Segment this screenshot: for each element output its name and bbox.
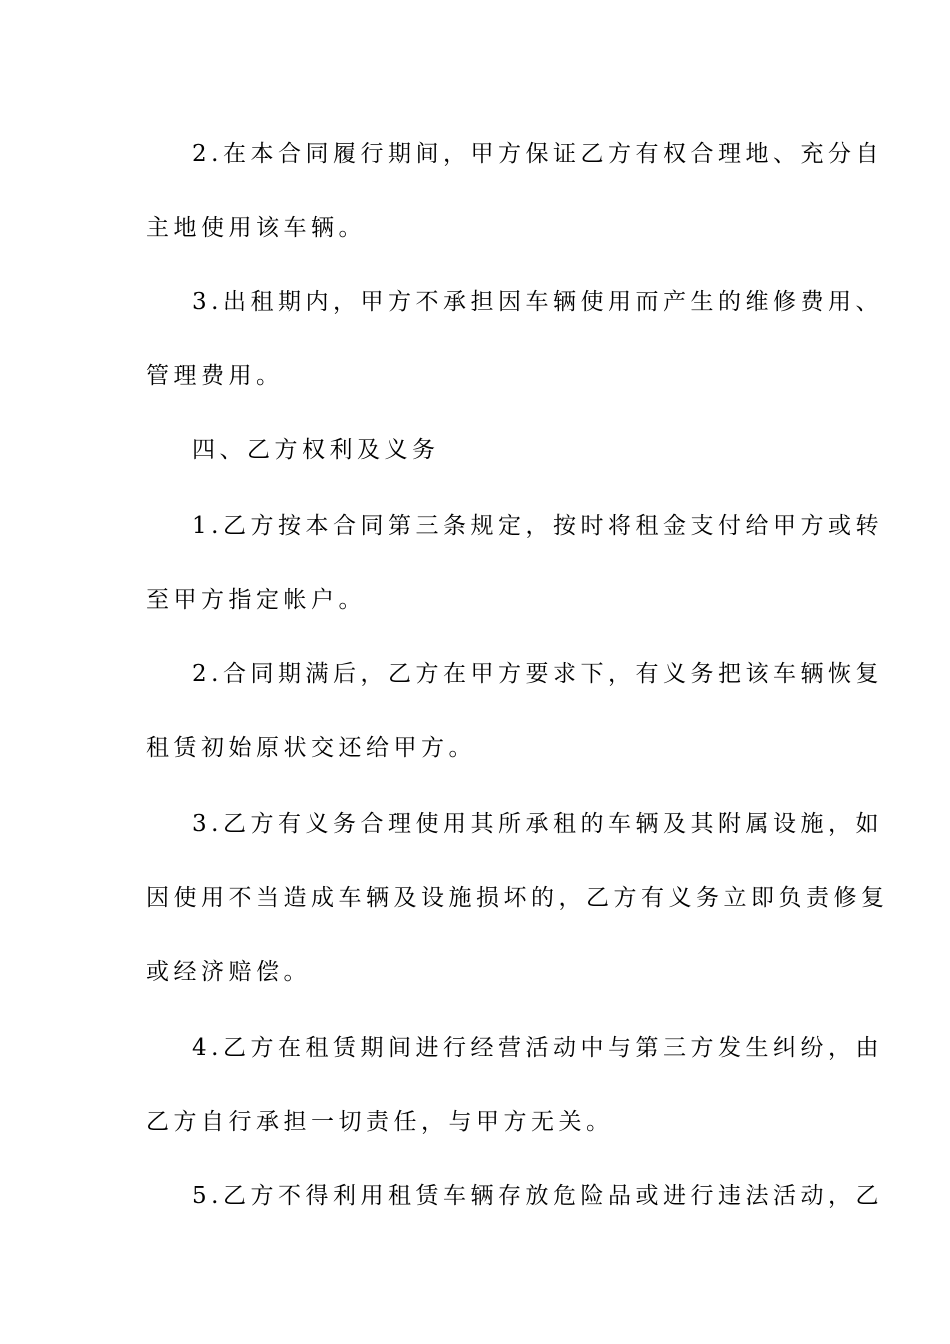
paragraph-line: 租赁初始原状交还给甲方。 — [146, 735, 476, 761]
paragraph-line: 1.乙方按本合同第三条规定，按时将租金支付给甲方或转 — [192, 513, 883, 539]
paragraph-line: 管理费用。 — [146, 363, 284, 389]
paragraph-line: 主地使用该车辆。 — [146, 215, 366, 241]
paragraph-line: 2.在本合同履行期间，甲方保证乙方有权合理地、充分自 — [192, 141, 883, 167]
paragraph-line: 4.乙方在租赁期间进行经营活动中与第三方发生纠纷，由 — [192, 1035, 883, 1061]
paragraph-line: 乙方自行承担一切责任，与甲方无关。 — [146, 1109, 614, 1135]
paragraph-line: 2.合同期满后，乙方在甲方要求下，有义务把该车辆恢复 — [192, 661, 883, 687]
section-heading: 四、乙方权利及义务 — [192, 437, 440, 463]
paragraph-line: 或经济赔偿。 — [146, 959, 311, 985]
paragraph-line: 因使用不当造成车辆及设施损坏的，乙方有义务立即负责修复 — [146, 885, 889, 911]
paragraph-line: 3.出租期内，甲方不承担因车辆使用而产生的维修费用、 — [192, 289, 883, 315]
paragraph-line: 至甲方指定帐户。 — [146, 587, 366, 613]
paragraph-line: 3.乙方有义务合理使用其所承租的车辆及其附属设施，如 — [192, 811, 883, 837]
paragraph-line: 5.乙方不得利用租赁车辆存放危险品或进行违法活动，乙 — [192, 1183, 883, 1209]
